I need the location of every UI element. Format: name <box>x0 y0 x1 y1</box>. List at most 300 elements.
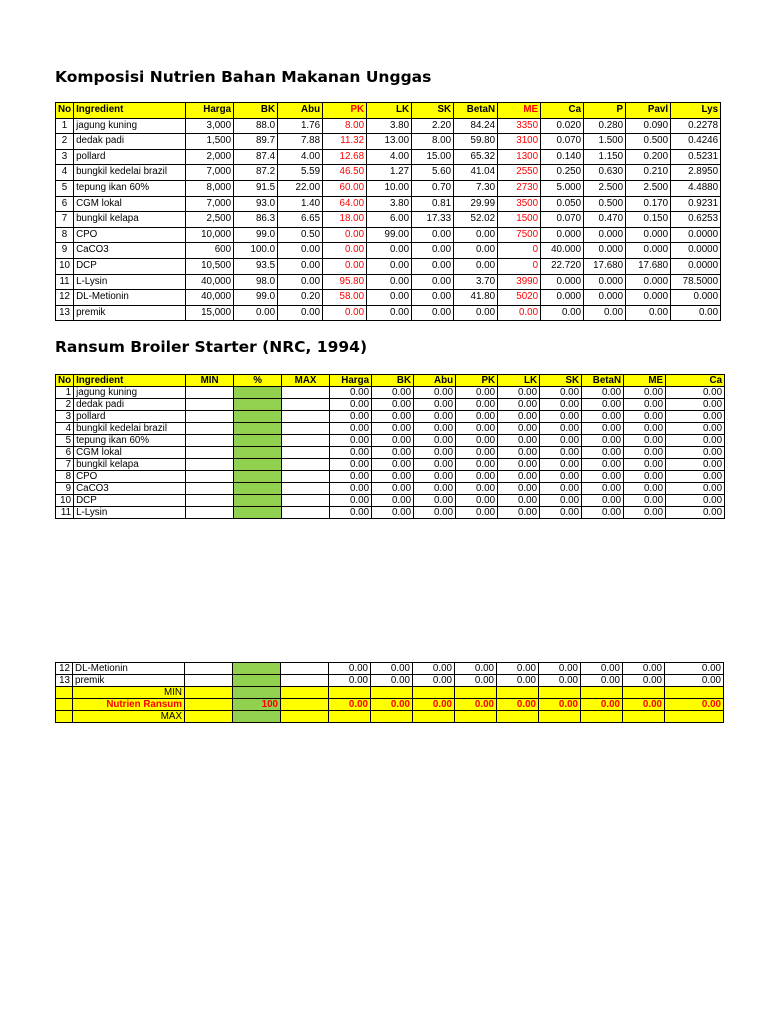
min-value-input[interactable] <box>665 687 724 699</box>
percent-input[interactable] <box>234 483 282 495</box>
table-cell[interactable]: 0.630 <box>584 165 626 181</box>
min-input[interactable] <box>186 447 234 459</box>
min-input[interactable] <box>186 459 234 471</box>
table-cell[interactable]: 10 <box>56 258 74 274</box>
table-cell[interactable]: 0.00 <box>582 495 624 507</box>
table-cell[interactable]: 0.00 <box>582 435 624 447</box>
table-cell[interactable]: 0.00 <box>330 399 372 411</box>
table-cell[interactable]: 0.00 <box>624 483 666 495</box>
table-cell[interactable]: 0.000 <box>541 290 584 306</box>
table-cell[interactable]: 3,000 <box>186 118 234 134</box>
min-value-input[interactable] <box>581 687 623 699</box>
table-cell[interactable]: 0.00 <box>498 387 540 399</box>
table-cell[interactable]: 0.00 <box>624 387 666 399</box>
table-cell[interactable]: 91.5 <box>234 180 278 196</box>
min-input[interactable] <box>186 399 234 411</box>
table-cell[interactable]: dedak padi <box>74 134 186 150</box>
table-cell[interactable]: 0.00 <box>412 305 454 321</box>
max-value-input[interactable] <box>371 711 413 723</box>
table-cell[interactable]: 0.00 <box>330 423 372 435</box>
table-cell[interactable]: 0.00 <box>323 305 367 321</box>
min-input[interactable] <box>186 483 234 495</box>
max-input[interactable] <box>282 387 330 399</box>
table-cell[interactable]: 0.00 <box>666 423 725 435</box>
table-cell[interactable]: 1.500 <box>584 134 626 150</box>
max-input[interactable] <box>282 495 330 507</box>
percent-input[interactable] <box>233 675 281 687</box>
table-cell[interactable]: 2.500 <box>626 180 671 196</box>
table-cell[interactable]: 0.00 <box>540 471 582 483</box>
table-cell[interactable]: 0.00 <box>372 459 414 471</box>
table-cell[interactable]: 0.000 <box>671 290 721 306</box>
table-cell[interactable]: 0.500 <box>584 196 626 212</box>
table-cell[interactable]: 12 <box>56 290 74 306</box>
table-cell[interactable]: 0.00 <box>413 675 455 687</box>
table-cell[interactable]: 0.00 <box>624 459 666 471</box>
table-cell[interactable]: 0.000 <box>541 274 584 290</box>
table-cell[interactable]: 0.00 <box>498 459 540 471</box>
table-cell[interactable]: 15,000 <box>186 305 234 321</box>
table-cell[interactable]: 89.7 <box>234 134 278 150</box>
table-cell[interactable]: 0.00 <box>497 675 539 687</box>
table-cell[interactable]: 0.00 <box>367 258 412 274</box>
percent-input[interactable] <box>234 387 282 399</box>
table-cell[interactable]: 11 <box>56 274 74 290</box>
table-cell[interactable]: 0.210 <box>626 165 671 181</box>
min-input[interactable] <box>186 411 234 423</box>
table-cell[interactable]: 0.00 <box>330 483 372 495</box>
table-cell[interactable]: 0.00 <box>454 258 498 274</box>
table-cell[interactable]: 5.59 <box>278 165 323 181</box>
table-cell[interactable]: 0.00 <box>498 305 541 321</box>
table-cell[interactable]: 0.00 <box>456 495 498 507</box>
min-value-input[interactable] <box>329 687 371 699</box>
table-cell[interactable]: 0.00 <box>581 663 623 675</box>
table-cell[interactable]: 0.00 <box>323 243 367 259</box>
table-cell[interactable]: 0.00 <box>412 274 454 290</box>
table-cell[interactable]: 78.5000 <box>671 274 721 290</box>
table-cell[interactable]: 84.24 <box>454 118 498 134</box>
table-cell[interactable]: 1.40 <box>278 196 323 212</box>
percent-input[interactable] <box>234 399 282 411</box>
table-cell[interactable]: 40,000 <box>186 274 234 290</box>
table-cell[interactable]: 0.00 <box>498 495 540 507</box>
table-cell[interactable]: 0.090 <box>626 118 671 134</box>
table-cell[interactable]: 0.00 <box>412 258 454 274</box>
table-cell[interactable]: 99.00 <box>367 227 412 243</box>
table-cell[interactable]: 4 <box>56 165 74 181</box>
table-cell[interactable]: 2.500 <box>584 180 626 196</box>
table-cell[interactable]: 22.720 <box>541 258 584 274</box>
table-cell[interactable]: 0.00 <box>414 459 456 471</box>
table-cell[interactable]: 8.00 <box>412 134 454 150</box>
table-cell[interactable]: 0.00 <box>540 507 582 519</box>
percent-input[interactable] <box>234 423 282 435</box>
table-cell[interactable]: 22.00 <box>278 180 323 196</box>
table-cell[interactable]: 87.4 <box>234 149 278 165</box>
table-cell[interactable]: 2.20 <box>412 118 454 134</box>
table-cell[interactable]: 95.80 <box>323 274 367 290</box>
table-cell[interactable]: 0.00 <box>278 243 323 259</box>
table-cell[interactable]: 0.00 <box>414 471 456 483</box>
table-cell[interactable]: 0 <box>498 258 541 274</box>
max-value-input[interactable] <box>539 711 581 723</box>
table-cell[interactable]: 0.00 <box>540 399 582 411</box>
table-cell[interactable]: 41.80 <box>454 290 498 306</box>
table-cell[interactable]: 3100 <box>498 134 541 150</box>
table-cell[interactable]: 0.00 <box>371 663 413 675</box>
table-cell[interactable]: 7.88 <box>278 134 323 150</box>
table-cell[interactable]: 0.00 <box>497 663 539 675</box>
table-cell[interactable]: 7500 <box>498 227 541 243</box>
table-cell[interactable]: 0.00 <box>623 663 665 675</box>
table-cell[interactable]: 0.20 <box>278 290 323 306</box>
table-cell[interactable]: 0.050 <box>541 196 584 212</box>
table-cell[interactable]: 0.500 <box>626 134 671 150</box>
table-cell[interactable]: 0.000 <box>584 243 626 259</box>
table-cell[interactable]: 0.00 <box>498 411 540 423</box>
table-cell[interactable]: 86.3 <box>234 212 278 228</box>
table-cell[interactable]: 0.00 <box>323 227 367 243</box>
table-cell[interactable]: 0.250 <box>541 165 584 181</box>
table-cell[interactable]: 59.80 <box>454 134 498 150</box>
table-cell[interactable]: 0.00 <box>624 435 666 447</box>
table-cell[interactable]: 0.00 <box>624 495 666 507</box>
percent-input[interactable] <box>233 687 281 699</box>
table-cell[interactable]: 7 <box>56 212 74 228</box>
table-cell[interactable]: 0.00 <box>541 305 584 321</box>
table-cell[interactable]: 0.0000 <box>671 258 721 274</box>
table-cell[interactable]: 0.00 <box>367 290 412 306</box>
table-cell[interactable]: 0.00 <box>278 258 323 274</box>
table-cell[interactable]: 58.00 <box>323 290 367 306</box>
table-cell[interactable]: 0.00 <box>498 471 540 483</box>
max-value-input[interactable] <box>665 711 724 723</box>
table-cell[interactable]: 5 <box>56 180 74 196</box>
table-cell[interactable]: 0.00 <box>540 459 582 471</box>
table-cell[interactable]: 0.00 <box>666 387 725 399</box>
table-cell[interactable]: 65.32 <box>454 149 498 165</box>
table-cell[interactable]: 12.68 <box>323 149 367 165</box>
table-cell[interactable]: 13 <box>56 305 74 321</box>
table-cell[interactable]: 7,000 <box>186 196 234 212</box>
table-cell[interactable]: 0.50 <box>278 227 323 243</box>
table-cell[interactable]: 3.80 <box>367 196 412 212</box>
max-value-input[interactable] <box>413 711 455 723</box>
table-cell[interactable]: 0.00 <box>372 495 414 507</box>
max-value-input[interactable] <box>281 711 329 723</box>
table-cell[interactable]: 0.020 <box>541 118 584 134</box>
table-cell[interactable]: 0.00 <box>584 305 626 321</box>
table-cell[interactable]: 0.000 <box>584 274 626 290</box>
table-cell[interactable]: 0.00 <box>372 423 414 435</box>
table-cell[interactable]: 0.00 <box>278 305 323 321</box>
max-input[interactable] <box>282 447 330 459</box>
table-cell[interactable]: 0.00 <box>278 274 323 290</box>
percent-input[interactable] <box>234 435 282 447</box>
table-cell[interactable]: 0.00 <box>330 435 372 447</box>
table-cell[interactable]: 98.0 <box>234 274 278 290</box>
table-cell[interactable]: 6.00 <box>367 212 412 228</box>
max-input[interactable] <box>281 663 329 675</box>
table-cell[interactable]: 0.00 <box>330 459 372 471</box>
table-cell[interactable]: 0.00 <box>456 387 498 399</box>
max-input[interactable] <box>282 483 330 495</box>
table-cell[interactable]: 0.280 <box>584 118 626 134</box>
table-cell[interactable]: 0.00 <box>412 227 454 243</box>
table-cell[interactable]: 0.00 <box>371 675 413 687</box>
table-cell[interactable]: 46.50 <box>323 165 367 181</box>
table-cell[interactable]: 0.00 <box>456 435 498 447</box>
table-cell[interactable]: 0.00 <box>666 435 725 447</box>
table-cell[interactable]: 0.00 <box>624 423 666 435</box>
table-cell[interactable]: 0.00 <box>540 483 582 495</box>
percent-input[interactable] <box>234 507 282 519</box>
table-cell[interactable]: 0.00 <box>414 447 456 459</box>
table-cell[interactable]: L-Lysin <box>74 274 186 290</box>
table-cell[interactable]: 0.00 <box>456 471 498 483</box>
min-value-input[interactable] <box>413 687 455 699</box>
min-input[interactable] <box>186 471 234 483</box>
table-cell[interactable]: 0.00 <box>582 459 624 471</box>
max-value-input[interactable] <box>497 711 539 723</box>
table-cell[interactable]: tepung ikan 60% <box>74 180 186 196</box>
table-cell[interactable]: 0.00 <box>372 447 414 459</box>
table-cell[interactable]: 0.170 <box>626 196 671 212</box>
percent-input[interactable] <box>234 471 282 483</box>
table-cell[interactable]: 0.200 <box>626 149 671 165</box>
table-cell[interactable]: 7.30 <box>454 180 498 196</box>
table-cell[interactable]: 0.00 <box>540 423 582 435</box>
table-cell[interactable]: 0.00 <box>372 387 414 399</box>
table-cell[interactable]: 5020 <box>498 290 541 306</box>
table-cell[interactable]: 0.00 <box>414 387 456 399</box>
table-cell[interactable]: 1,500 <box>186 134 234 150</box>
table-cell[interactable]: pollard <box>74 149 186 165</box>
table-cell[interactable]: 3350 <box>498 118 541 134</box>
table-cell[interactable]: 2550 <box>498 165 541 181</box>
table-cell[interactable]: 0.00 <box>330 387 372 399</box>
table-cell[interactable]: 0.00 <box>498 399 540 411</box>
table-cell[interactable]: 3 <box>56 149 74 165</box>
table-cell[interactable]: 93.5 <box>234 258 278 274</box>
table-cell[interactable]: 0.00 <box>372 483 414 495</box>
table-cell[interactable]: 8 <box>56 227 74 243</box>
table-cell[interactable]: 0 <box>498 243 541 259</box>
table-cell[interactable]: 0.150 <box>626 212 671 228</box>
table-cell[interactable]: 2 <box>56 134 74 150</box>
table-cell[interactable]: bungkil kelapa <box>74 212 186 228</box>
max-input[interactable] <box>282 459 330 471</box>
min-value-input[interactable] <box>455 687 497 699</box>
table-cell[interactable]: 6 <box>56 196 74 212</box>
min-value-input[interactable] <box>497 687 539 699</box>
table-cell[interactable]: 0.00 <box>666 411 725 423</box>
table-cell[interactable]: 3.80 <box>367 118 412 134</box>
table-cell[interactable]: 29.99 <box>454 196 498 212</box>
table-cell[interactable]: 10,500 <box>186 258 234 274</box>
table-cell[interactable]: 0.00 <box>456 483 498 495</box>
table-cell[interactable]: jagung kuning <box>74 118 186 134</box>
table-cell[interactable]: 0.00 <box>329 663 371 675</box>
table-cell[interactable]: 0.00 <box>330 411 372 423</box>
table-cell[interactable]: bungkil kedelai brazil <box>74 165 186 181</box>
table-cell[interactable]: 100.0 <box>234 243 278 259</box>
min-input[interactable] <box>185 675 233 687</box>
table-cell[interactable]: 0.00 <box>540 435 582 447</box>
table-cell[interactable]: 13.00 <box>367 134 412 150</box>
table-cell[interactable]: 0.00 <box>582 387 624 399</box>
min-input[interactable] <box>186 507 234 519</box>
table-cell[interactable]: 0.70 <box>412 180 454 196</box>
table-cell[interactable]: 0.2278 <box>671 118 721 134</box>
table-cell[interactable]: 0.070 <box>541 134 584 150</box>
table-cell[interactable]: 0.00 <box>456 423 498 435</box>
table-cell[interactable]: 15.00 <box>412 149 454 165</box>
table-cell[interactable]: 18.00 <box>323 212 367 228</box>
table-cell[interactable]: 0.00 <box>666 507 725 519</box>
table-cell[interactable]: 0.00 <box>456 507 498 519</box>
table-cell[interactable]: 1.27 <box>367 165 412 181</box>
min-input[interactable] <box>186 435 234 447</box>
table-cell[interactable]: 0.00 <box>666 495 725 507</box>
max-input[interactable] <box>282 435 330 447</box>
table-cell[interactable]: 0.00 <box>372 435 414 447</box>
table-cell[interactable]: 0.00 <box>666 447 725 459</box>
percent-input[interactable] <box>234 411 282 423</box>
table-cell[interactable]: 0.00 <box>582 471 624 483</box>
table-cell[interactable]: 60.00 <box>323 180 367 196</box>
table-cell[interactable]: DCP <box>74 258 186 274</box>
percent-input[interactable] <box>234 447 282 459</box>
max-input[interactable] <box>281 675 329 687</box>
table-cell[interactable]: 0.4246 <box>671 134 721 150</box>
table-cell[interactable]: 0.00 <box>626 305 671 321</box>
table-cell[interactable]: 64.00 <box>323 196 367 212</box>
table-cell[interactable]: 0.070 <box>541 212 584 228</box>
table-cell[interactable]: 0.00 <box>582 483 624 495</box>
table-cell[interactable]: 4.00 <box>278 149 323 165</box>
max-value-input[interactable] <box>623 711 665 723</box>
table-cell[interactable]: DL-Metionin <box>74 290 186 306</box>
max-value-input[interactable] <box>581 711 623 723</box>
min-input[interactable] <box>186 495 234 507</box>
table-cell[interactable]: 2.8950 <box>671 165 721 181</box>
table-cell[interactable]: 0.00 <box>624 447 666 459</box>
table-cell[interactable]: 1500 <box>498 212 541 228</box>
table-cell[interactable]: 0.00 <box>456 411 498 423</box>
min-value-input[interactable] <box>539 687 581 699</box>
table-cell[interactable]: 17.680 <box>584 258 626 274</box>
table-cell[interactable]: 0.000 <box>626 243 671 259</box>
table-cell[interactable]: 99.0 <box>234 227 278 243</box>
table-cell[interactable]: 0.000 <box>626 227 671 243</box>
table-cell[interactable]: 4.00 <box>367 149 412 165</box>
table-cell[interactable]: 0.00 <box>581 675 623 687</box>
table-cell[interactable]: 0.000 <box>584 290 626 306</box>
table-cell[interactable]: 8.00 <box>323 118 367 134</box>
table-cell[interactable]: 0.00 <box>454 227 498 243</box>
min-input[interactable] <box>186 387 234 399</box>
table-cell[interactable]: 1300 <box>498 149 541 165</box>
table-cell[interactable]: 0.00 <box>582 423 624 435</box>
table-cell[interactable]: 0.00 <box>666 399 725 411</box>
max-input[interactable] <box>282 507 330 519</box>
table-cell[interactable]: 0.00 <box>624 399 666 411</box>
table-cell[interactable]: 10,000 <box>186 227 234 243</box>
table-cell[interactable]: 0.00 <box>666 459 725 471</box>
min-value-input[interactable] <box>281 687 329 699</box>
table-cell[interactable]: 3990 <box>498 274 541 290</box>
table-cell[interactable]: 0.00 <box>456 459 498 471</box>
table-cell[interactable]: 0.6253 <box>671 212 721 228</box>
max-input[interactable] <box>282 423 330 435</box>
table-cell[interactable]: 0.0000 <box>671 227 721 243</box>
table-cell[interactable]: 4.4880 <box>671 180 721 196</box>
table-cell[interactable]: 11.32 <box>323 134 367 150</box>
table-cell[interactable]: 52.02 <box>454 212 498 228</box>
table-cell[interactable]: 0.00 <box>330 471 372 483</box>
table-cell[interactable]: 0.140 <box>541 149 584 165</box>
min-input[interactable] <box>186 423 234 435</box>
table-cell[interactable]: 0.00 <box>456 447 498 459</box>
table-cell[interactable]: 0.81 <box>412 196 454 212</box>
table-cell[interactable]: 5.60 <box>412 165 454 181</box>
table-cell[interactable]: 0.00 <box>414 435 456 447</box>
min-value-input[interactable] <box>623 687 665 699</box>
table-cell[interactable]: 2,000 <box>186 149 234 165</box>
table-cell[interactable]: 0.00 <box>413 663 455 675</box>
table-cell[interactable]: 0.00 <box>624 411 666 423</box>
table-cell[interactable]: 0.00 <box>624 507 666 519</box>
table-cell[interactable]: 0.00 <box>367 305 412 321</box>
table-cell[interactable]: 0.00 <box>372 399 414 411</box>
table-cell[interactable]: 0.470 <box>584 212 626 228</box>
table-cell[interactable]: 17.33 <box>412 212 454 228</box>
table-cell[interactable]: 0.00 <box>540 411 582 423</box>
table-cell[interactable]: 0.000 <box>626 290 671 306</box>
table-cell[interactable]: 8,000 <box>186 180 234 196</box>
percent-input[interactable] <box>234 459 282 471</box>
table-cell[interactable]: 0.000 <box>584 227 626 243</box>
table-cell[interactable]: 9 <box>56 243 74 259</box>
table-cell[interactable]: 0.00 <box>456 399 498 411</box>
percent-input[interactable] <box>234 495 282 507</box>
table-cell[interactable]: 87.2 <box>234 165 278 181</box>
table-cell[interactable]: 0.00 <box>498 423 540 435</box>
table-cell[interactable]: 0.00 <box>539 675 581 687</box>
table-cell[interactable]: 0.00 <box>367 243 412 259</box>
max-value-input[interactable] <box>455 711 497 723</box>
table-cell[interactable]: 0.00 <box>671 305 721 321</box>
table-cell[interactable]: 0.00 <box>412 243 454 259</box>
table-cell[interactable]: 93.0 <box>234 196 278 212</box>
table-cell[interactable]: 0.00 <box>234 305 278 321</box>
table-cell[interactable]: 0.00 <box>414 483 456 495</box>
table-cell[interactable]: 0.00 <box>455 675 497 687</box>
table-cell[interactable]: 0.00 <box>666 483 725 495</box>
table-cell[interactable]: 0.00 <box>498 483 540 495</box>
max-value-input[interactable] <box>329 711 371 723</box>
table-cell[interactable]: 0.00 <box>414 411 456 423</box>
table-cell[interactable]: 1.150 <box>584 149 626 165</box>
table-cell[interactable]: 0.00 <box>624 471 666 483</box>
table-cell[interactable]: 3.70 <box>454 274 498 290</box>
table-cell[interactable]: 0.00 <box>323 258 367 274</box>
table-cell[interactable]: 0.00 <box>330 447 372 459</box>
table-cell[interactable]: 0.00 <box>582 507 624 519</box>
table-cell[interactable]: 0.00 <box>329 675 371 687</box>
